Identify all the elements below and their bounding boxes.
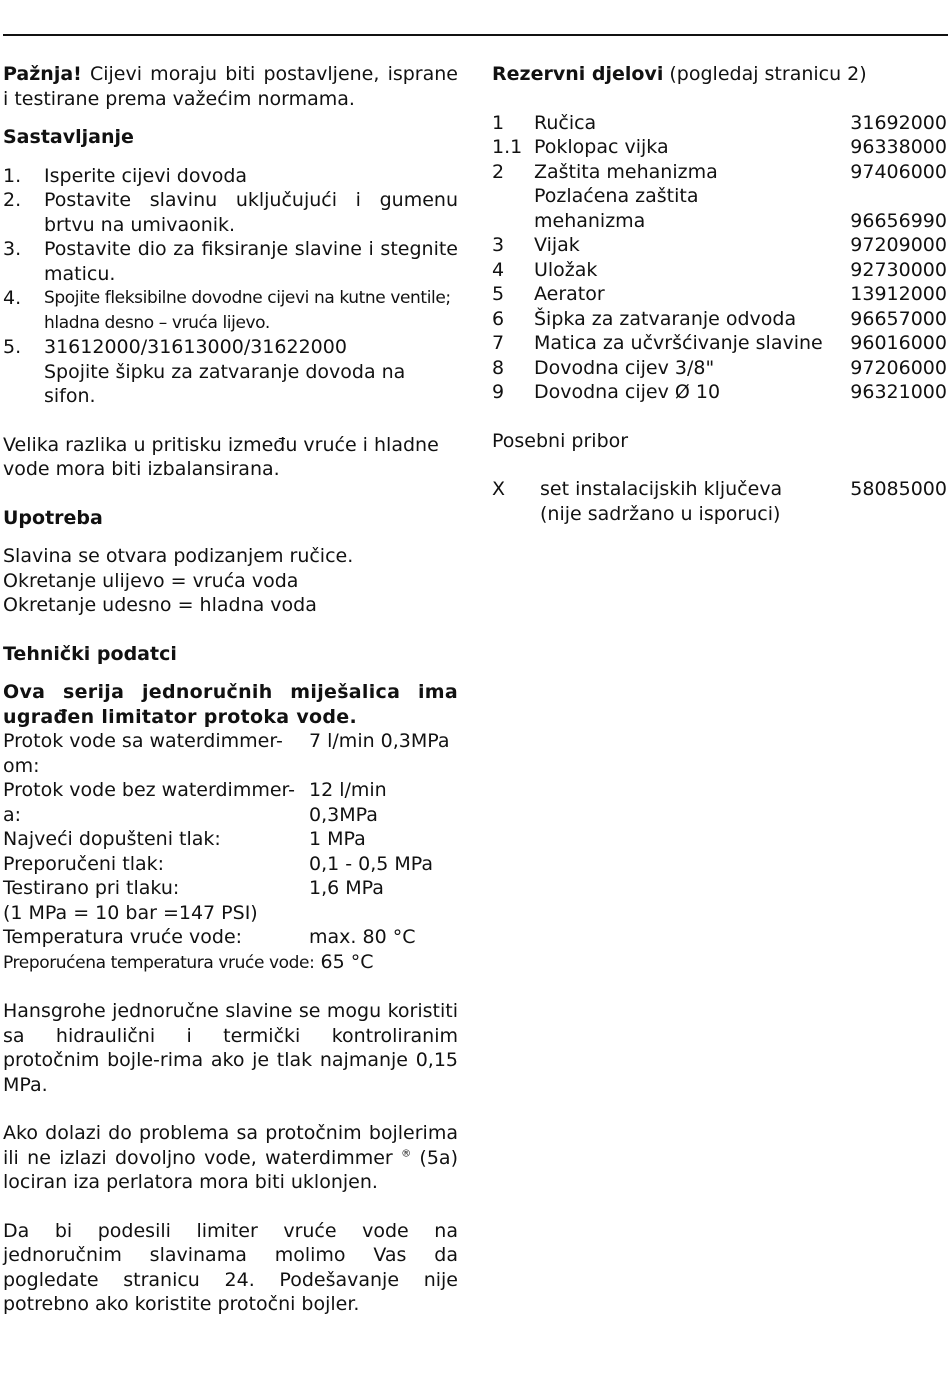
part-number: 2	[492, 160, 505, 183]
use-line: Okretanje ulijevo = vruća voda	[3, 569, 299, 592]
accessory-row	[492, 477, 947, 526]
part-name: Pozlaćena zaštita mehanizma	[534, 185, 699, 232]
step-text: Isperite cijevi dovoda	[44, 164, 248, 187]
part-code: 96321000	[850, 381, 947, 403]
tech-value: 1 MPa	[309, 828, 366, 850]
warning-label: Pažnja!	[3, 63, 82, 85]
registered-mark: ®	[401, 1148, 412, 1160]
step-number: 4.	[3, 287, 22, 309]
part-code: 13912000	[850, 283, 947, 305]
accessory-code: 58085000	[850, 478, 947, 500]
use-line: Okretanje udesno = hladna voda	[3, 594, 317, 616]
problem-paragraph	[3, 1121, 458, 1195]
part-code: 92730000	[850, 258, 947, 281]
tech-value: 12 l/min 0,3MPa	[309, 779, 387, 826]
problem-text: Ako dolazi do problema sa protočnim bojlerima ili ne izlazi dovoljno vode, waterdimmer	[3, 1122, 458, 1169]
step-text: 31612000/31613000/31622000	[44, 336, 347, 358]
tech-value: 7 l/min 0,3MPa	[309, 730, 450, 752]
step-number	[3, 360, 44, 409]
accessory-name-text: set instalacijskih ključeva	[540, 478, 783, 500]
step-number: 1.	[3, 164, 22, 187]
part-number: 9	[492, 381, 505, 403]
part-name: Ručica	[534, 111, 597, 134]
step-text: Spojite šipku za zatvaranje dovoda na sifon.	[44, 360, 406, 407]
part-number: 1	[492, 111, 505, 134]
limiter-paragraph: Da bi podesili limiter vruće vode na jednoručnim slavinama molimo Vas da pogledate stranicu 24. Podešavanje nije potrebno ako koristite protočni bojler.	[3, 1219, 458, 1315]
problem-text-end: (5a) lociran iza perlatora mora biti uklonjen.	[3, 1146, 458, 1193]
part-number: 4	[492, 258, 505, 281]
top-divider	[3, 34, 948, 36]
part-name: Dovodna cijev Ø 10	[534, 381, 721, 403]
accessory-number: X	[492, 478, 506, 500]
warning-text: Cijevi moraju biti postavljene, isprane i testirane prema važećim normama.	[3, 63, 458, 110]
tech-label: (1 MPa = 10 bar =147 PSI)	[3, 901, 258, 924]
part-name: Aerator	[534, 283, 605, 305]
pressure-note: Velika razlika u pritisku između vruće i hladne vode mora biti izbalansirana.	[3, 433, 439, 480]
step-number: 5.	[3, 336, 22, 358]
part-name: Vijak	[534, 234, 580, 256]
spare-ref: (pogledaj stranicu 2)	[663, 63, 867, 85]
part-name: Šipka za zatvaranje odvoda	[534, 307, 797, 330]
accessories-heading: Posebni pribor	[492, 429, 629, 452]
part-name: Uložak	[534, 258, 598, 281]
spare-parts-header	[492, 62, 947, 87]
tech-heading: Tehnički podatci	[3, 642, 177, 665]
left-column	[3, 62, 458, 1317]
tech-label: Protok vode sa waterdimmer-om:	[3, 730, 283, 777]
tech-label: Testirano pri tlaku:	[3, 877, 180, 899]
part-number: 5	[492, 283, 505, 305]
tech-value: 1,6 MPa	[309, 877, 384, 899]
tech-label: Temperatura vruće vode:	[3, 926, 243, 948]
step-number: 2.	[3, 189, 22, 211]
part-number: 3	[492, 234, 505, 256]
tech-intro: Ova serija jednoručnih miješalica ima ugrađen limitator protoka vode.	[3, 681, 458, 728]
tech-label: Preporučeni tlak:	[3, 852, 165, 875]
part-code: 96657000	[850, 307, 947, 330]
part-number: 1.1	[492, 136, 523, 158]
part-name: Matica za učvršćivanje slavine	[534, 332, 823, 354]
tech-label: Preporućena temperatura vruće vode:	[3, 952, 315, 973]
part-code: 96016000	[850, 332, 947, 354]
part-code: 97206000	[850, 356, 947, 379]
part-name: Dovodna cijev 3/8"	[534, 356, 715, 379]
parts-list	[492, 111, 947, 405]
part-number: 7	[492, 332, 505, 354]
accessory-name	[540, 477, 837, 526]
warning-paragraph	[3, 62, 458, 111]
tech-label: Najveći dopušteni tlak:	[3, 828, 221, 850]
part-number: 8	[492, 356, 505, 379]
step-text: Postavite slavinu uključujući i gumenu brtvu na umivaonik.	[44, 189, 458, 236]
tech-value: 65 °C	[320, 950, 374, 973]
assembly-heading: Sastavljanje	[3, 126, 134, 148]
part-name: Poklopac vijka	[534, 136, 669, 158]
tech-last-row	[3, 950, 458, 976]
step-text: Postavite dio za fiksiranje slavine i stegnite maticu.	[44, 238, 458, 285]
tech-value: 0,1 - 0,5 MPa	[309, 852, 434, 875]
tech-label: Protok vode bez waterdimmer-a:	[3, 779, 295, 826]
tech-value	[309, 901, 458, 926]
part-code: 96656990	[850, 209, 947, 232]
part-number: 6	[492, 307, 505, 330]
part-number	[492, 184, 534, 233]
boiler-paragraph: Hansgrohe jednoručne slavine se mogu koristiti sa hidraulični i termički kontroliranim protočnim bojle-rima ako je tlak najmanje 0,15 MPa.	[3, 1000, 458, 1096]
step-number: 3.	[3, 238, 22, 260]
tech-value: max. 80 °C	[309, 926, 416, 948]
part-code: 97209000	[850, 234, 947, 256]
part-name: Zaštita mehanizma	[534, 160, 718, 183]
assembly-steps	[3, 164, 458, 409]
use-heading: Upotreba	[3, 506, 103, 529]
part-code: 96338000	[850, 136, 947, 158]
use-line: Slavina se otvara podizanjem ručice.	[3, 545, 354, 567]
spare-heading: Rezervni djelovi	[492, 63, 664, 85]
step-text: Spojite fleksibilne dovodne cijevi na kutne ventile; hladna desno – vruća lijevo.	[44, 288, 451, 333]
part-code: 31692000	[850, 111, 947, 134]
part-code: 97406000	[850, 160, 947, 183]
accessory-note: (nije sadržano u isporuci)	[540, 502, 781, 525]
tech-table	[3, 729, 458, 950]
right-column	[492, 62, 947, 526]
